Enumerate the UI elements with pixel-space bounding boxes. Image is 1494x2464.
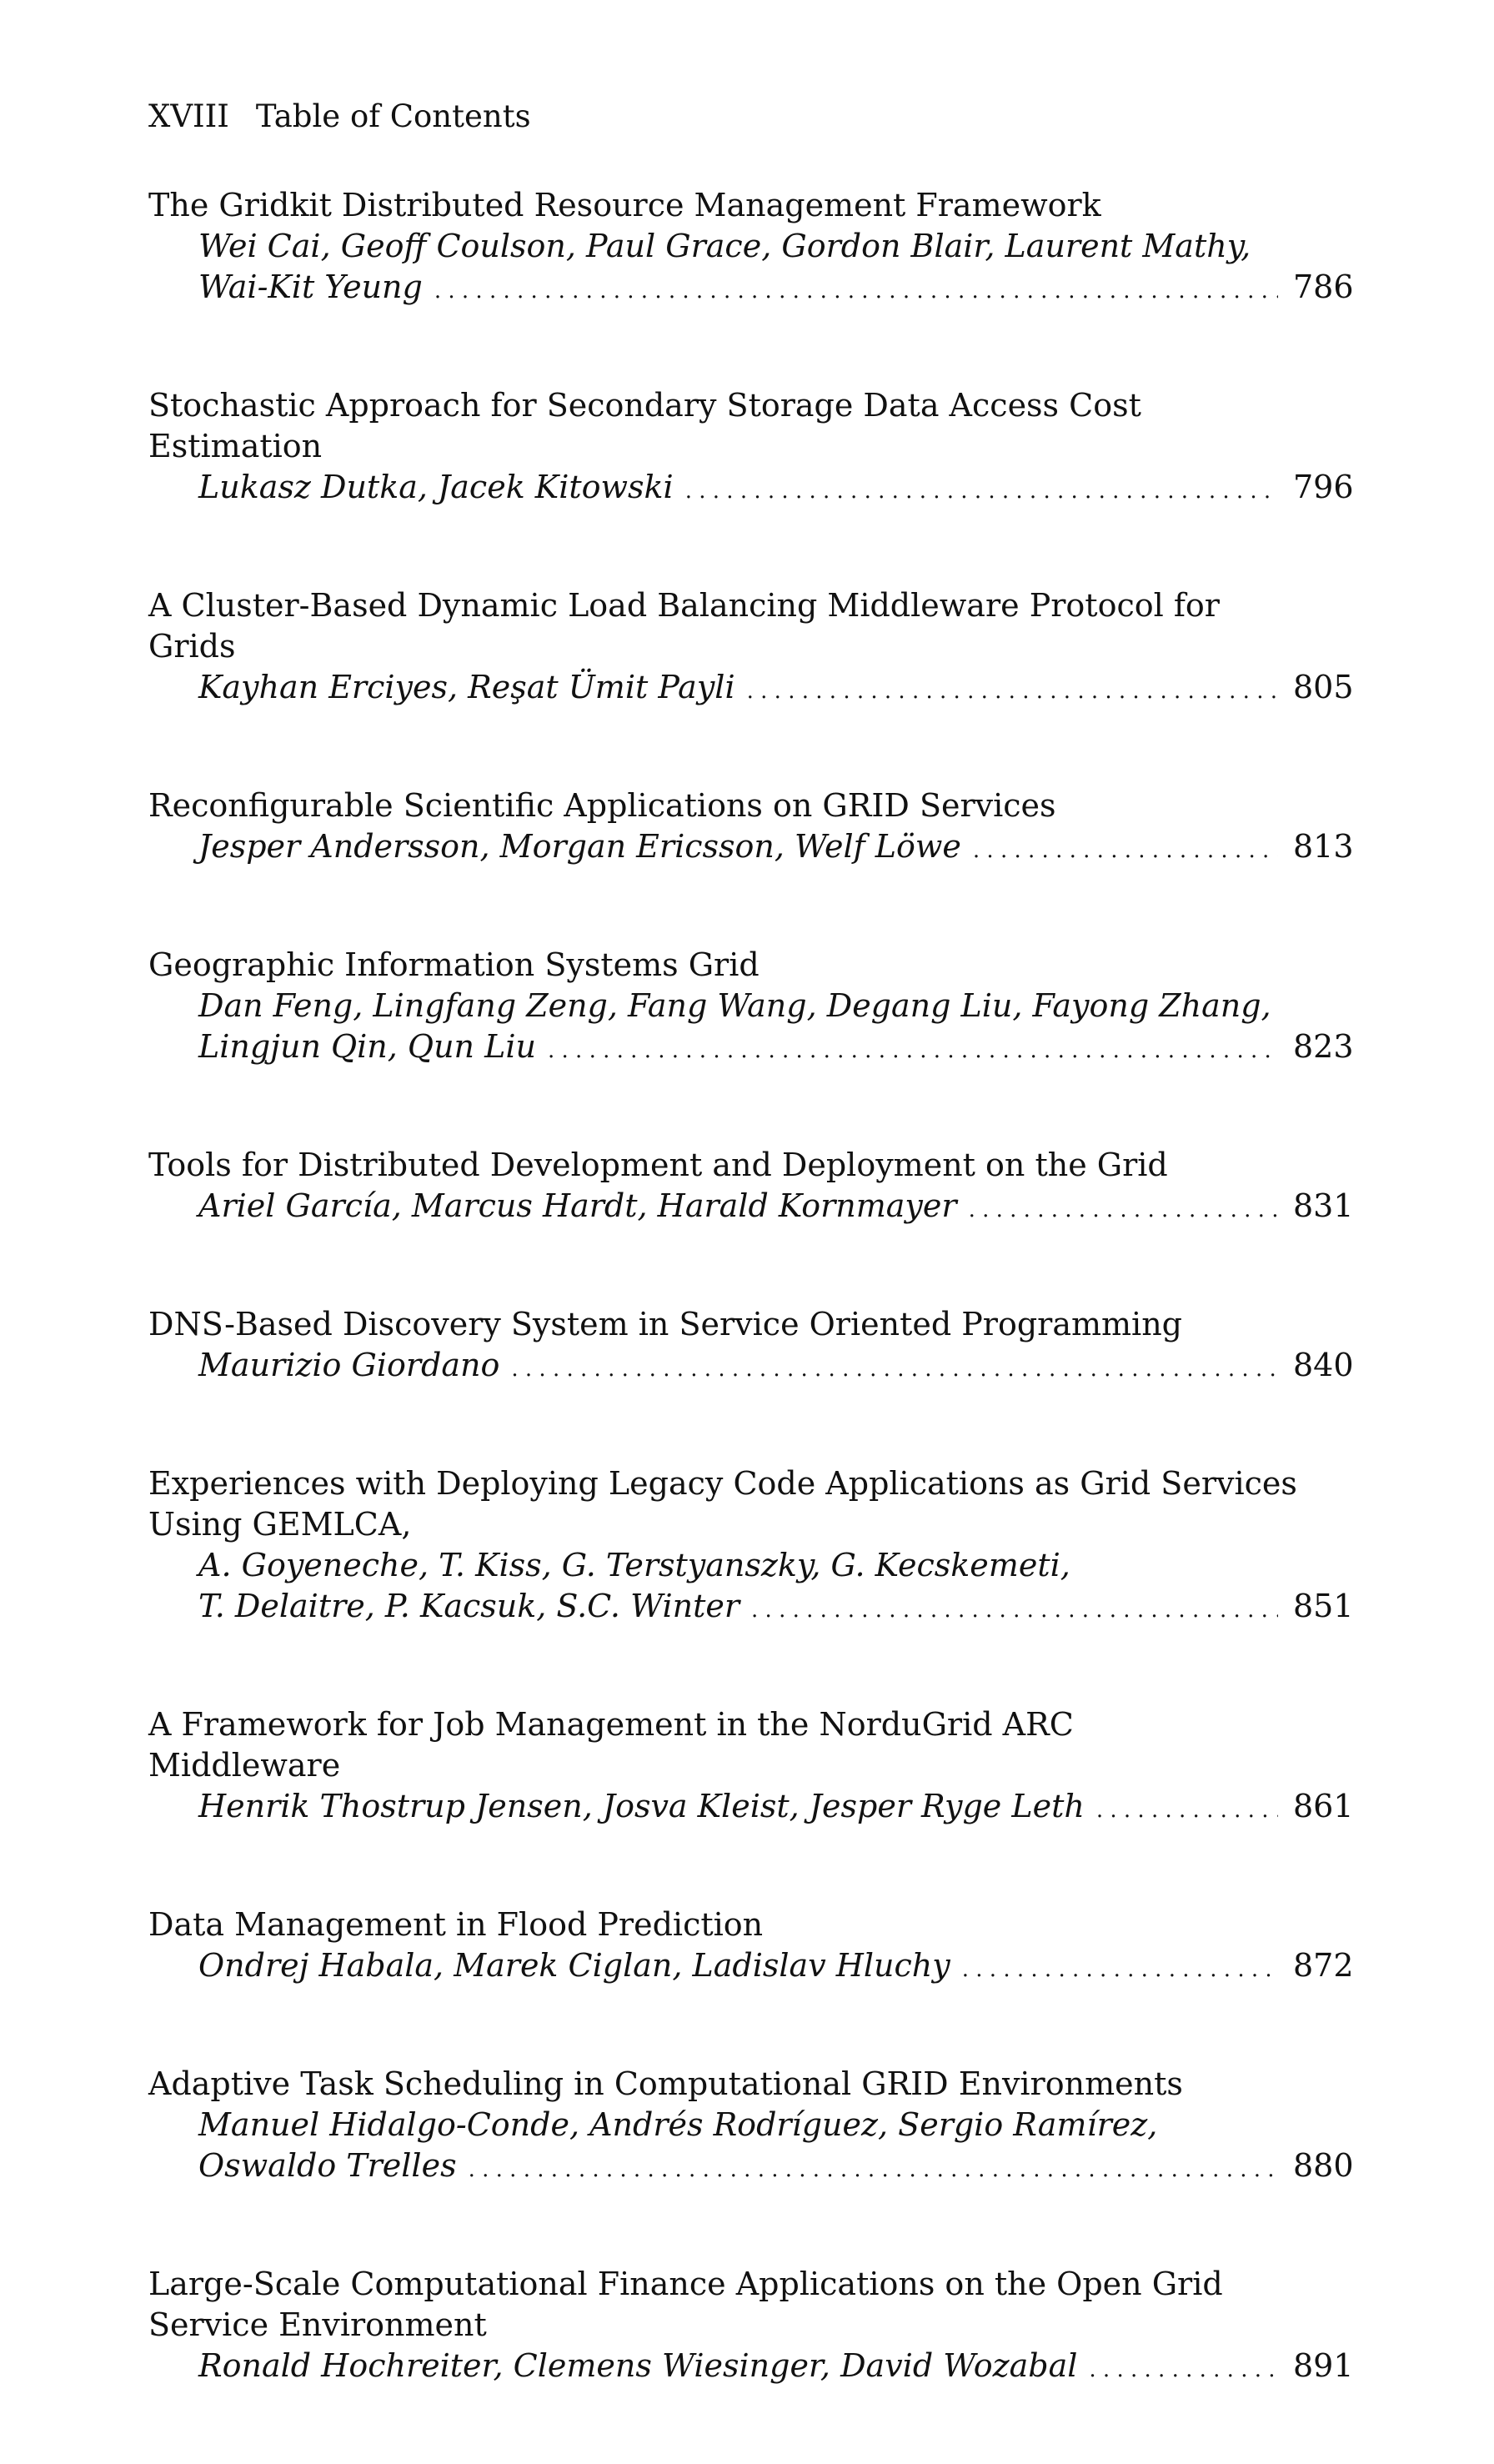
entry-title: Reconfigurable Scientific Applications on GRID Services [148, 787, 1056, 824]
toc-entry[interactable] [148, 385, 1354, 508]
author-names: Jesper Andersson, Morgan Ericsson, Welf Löwe [198, 828, 961, 865]
dot-leader [511, 1345, 1278, 1386]
page-number[interactable]: 796 [1293, 469, 1354, 505]
author-line-with-page [198, 1345, 1354, 1386]
entry-title: The Gridkit Distributed Resource Management Framework [148, 187, 1101, 223]
author-line-with-page [198, 467, 1354, 508]
author-names: Ondrej Habala, Marek Ciglan, Ladislav Hluchy [198, 1947, 950, 1984]
entry-authors [148, 2105, 1354, 2186]
entry-authors [148, 2346, 1354, 2386]
author-names: Maurizio Giordano [198, 1347, 500, 1383]
page-number[interactable]: 880 [1293, 2147, 1354, 2184]
page-folio: XVIII [148, 98, 229, 134]
author-line: Manuel Hidalgo-Conde, Andrés Rodríguez, Sergio Ramírez, [198, 2106, 1158, 2143]
entry-authors [148, 1545, 1354, 1627]
entry-title: Stochastic Approach for Secondary Storage Data Access Cost [148, 387, 1141, 424]
entry-authors [148, 467, 1354, 508]
table-of-contents [148, 185, 1354, 2464]
author-line: A. Goyeneche, T. Kiss, G. Terstyanszky, G. Kecskemeti, [198, 1547, 1070, 1583]
page-number[interactable]: 891 [1293, 2347, 1354, 2384]
author-names: Wai-Kit Yeung [198, 268, 423, 305]
page-number[interactable]: 872 [1293, 1947, 1354, 1984]
toc-entry[interactable] [148, 2264, 1354, 2386]
toc-entry[interactable] [148, 2064, 1354, 2186]
page-number[interactable]: 786 [1293, 268, 1354, 305]
author-line-with-page [198, 1186, 1354, 1227]
author-names: Henrik Thostrup Jensen, Josva Kleist, Jesper Ryge Leth [198, 1788, 1085, 1824]
entry-title: Using GEMLCA, [148, 1506, 412, 1543]
entry-authors [148, 1945, 1354, 1986]
author-line-with-page [198, 2346, 1354, 2386]
page-number[interactable]: 851 [1293, 1588, 1354, 1624]
entry-title: Middleware [148, 1747, 341, 1784]
dot-leader [973, 826, 1278, 867]
author-names: Lukasz Dutka, Jacek Kitowski [198, 469, 674, 505]
author-line-with-page [198, 1786, 1354, 1827]
entry-title: Tools for Distributed Development and Deployment on the Grid [148, 1147, 1168, 1183]
entry-authors [148, 226, 1354, 308]
dot-leader [434, 267, 1278, 308]
dot-leader [1096, 1786, 1278, 1827]
entry-title: Large-Scale Computational Finance Applications on the Open Grid [148, 2266, 1223, 2302]
page-number[interactable]: 831 [1293, 1187, 1354, 1224]
entry-title: Data Management in Flood Prediction [148, 1906, 764, 1943]
entry-authors [148, 667, 1354, 708]
dot-leader [1089, 2346, 1278, 2386]
toc-entry[interactable] [148, 785, 1354, 867]
toc-entry[interactable] [148, 1463, 1354, 1627]
page-number[interactable]: 805 [1293, 669, 1354, 705]
toc-entry[interactable] [148, 945, 1354, 1067]
author-line-with-page [198, 667, 1354, 708]
author-line-with-page [198, 826, 1354, 867]
author-names: Lingjun Qin, Qun Liu [198, 1028, 536, 1065]
page-number[interactable]: 823 [1293, 1028, 1354, 1065]
author-line-with-page [198, 1945, 1354, 1986]
author-line-with-page [198, 1026, 1354, 1067]
dot-leader [969, 1186, 1278, 1227]
dot-leader [962, 1945, 1278, 1986]
author-line: Wei Cai, Geoff Coulson, Paul Grace, Gordon Blair, Laurent Mathy, [198, 228, 1251, 264]
dot-leader [548, 1026, 1278, 1067]
entry-title: Service Environment [148, 2306, 487, 2343]
dot-leader [469, 2145, 1278, 2186]
author-line-with-page [198, 267, 1354, 308]
entry-authors [148, 1786, 1354, 1827]
author-line: Dan Feng, Lingfang Zeng, Fang Wang, Degang Liu, Fayong Zhang, [198, 987, 1271, 1024]
page-number[interactable]: 840 [1293, 1347, 1354, 1383]
dot-leader [751, 1586, 1278, 1627]
author-names: T. Delaitre, P. Kacsuk, S.C. Winter [198, 1588, 740, 1624]
dot-leader [685, 467, 1278, 508]
author-line-with-page [198, 1586, 1354, 1627]
entry-authors [148, 986, 1354, 1067]
entry-authors [148, 826, 1354, 867]
page-number[interactable]: 861 [1293, 1788, 1354, 1824]
entry-title: Adaptive Task Scheduling in Computational GRID Environments [148, 2065, 1183, 2102]
toc-entry[interactable] [148, 1904, 1354, 1986]
toc-entry[interactable] [148, 1304, 1354, 1386]
author-line-with-page [198, 2145, 1354, 2186]
running-head [148, 98, 531, 135]
author-names: Ariel García, Marcus Hardt, Harald Kornmayer [198, 1187, 957, 1224]
toc-entry[interactable] [148, 1145, 1354, 1227]
entry-title: Estimation [148, 428, 323, 464]
page-number[interactable]: 813 [1293, 828, 1354, 865]
section-title: Table of Contents [255, 98, 531, 134]
entry-title: A Cluster-Based Dynamic Load Balancing Middleware Protocol for [148, 587, 1220, 624]
author-names: Oswaldo Trelles [198, 2147, 457, 2184]
entry-title: Experiences with Deploying Legacy Code Applications as Grid Services [148, 1465, 1297, 1502]
entry-title: Geographic Information Systems Grid [148, 946, 760, 983]
entry-title: A Framework for Job Management in the NorduGrid ARC [148, 1706, 1074, 1743]
entry-authors [148, 1345, 1354, 1386]
author-names: Kayhan Erciyes, Reşat Ümit Payli [198, 669, 735, 705]
toc-entry[interactable] [148, 1704, 1354, 1827]
dot-leader [747, 667, 1278, 708]
toc-entry[interactable] [148, 585, 1354, 708]
entry-title: DNS-Based Discovery System in Service Oriented Programming [148, 1306, 1183, 1342]
author-names: Ronald Hochreiter, Clemens Wiesinger, David Wozabal [198, 2347, 1078, 2384]
entry-title: Grids [148, 628, 236, 665]
entry-authors [148, 1186, 1354, 1227]
toc-entry[interactable] [148, 185, 1354, 308]
